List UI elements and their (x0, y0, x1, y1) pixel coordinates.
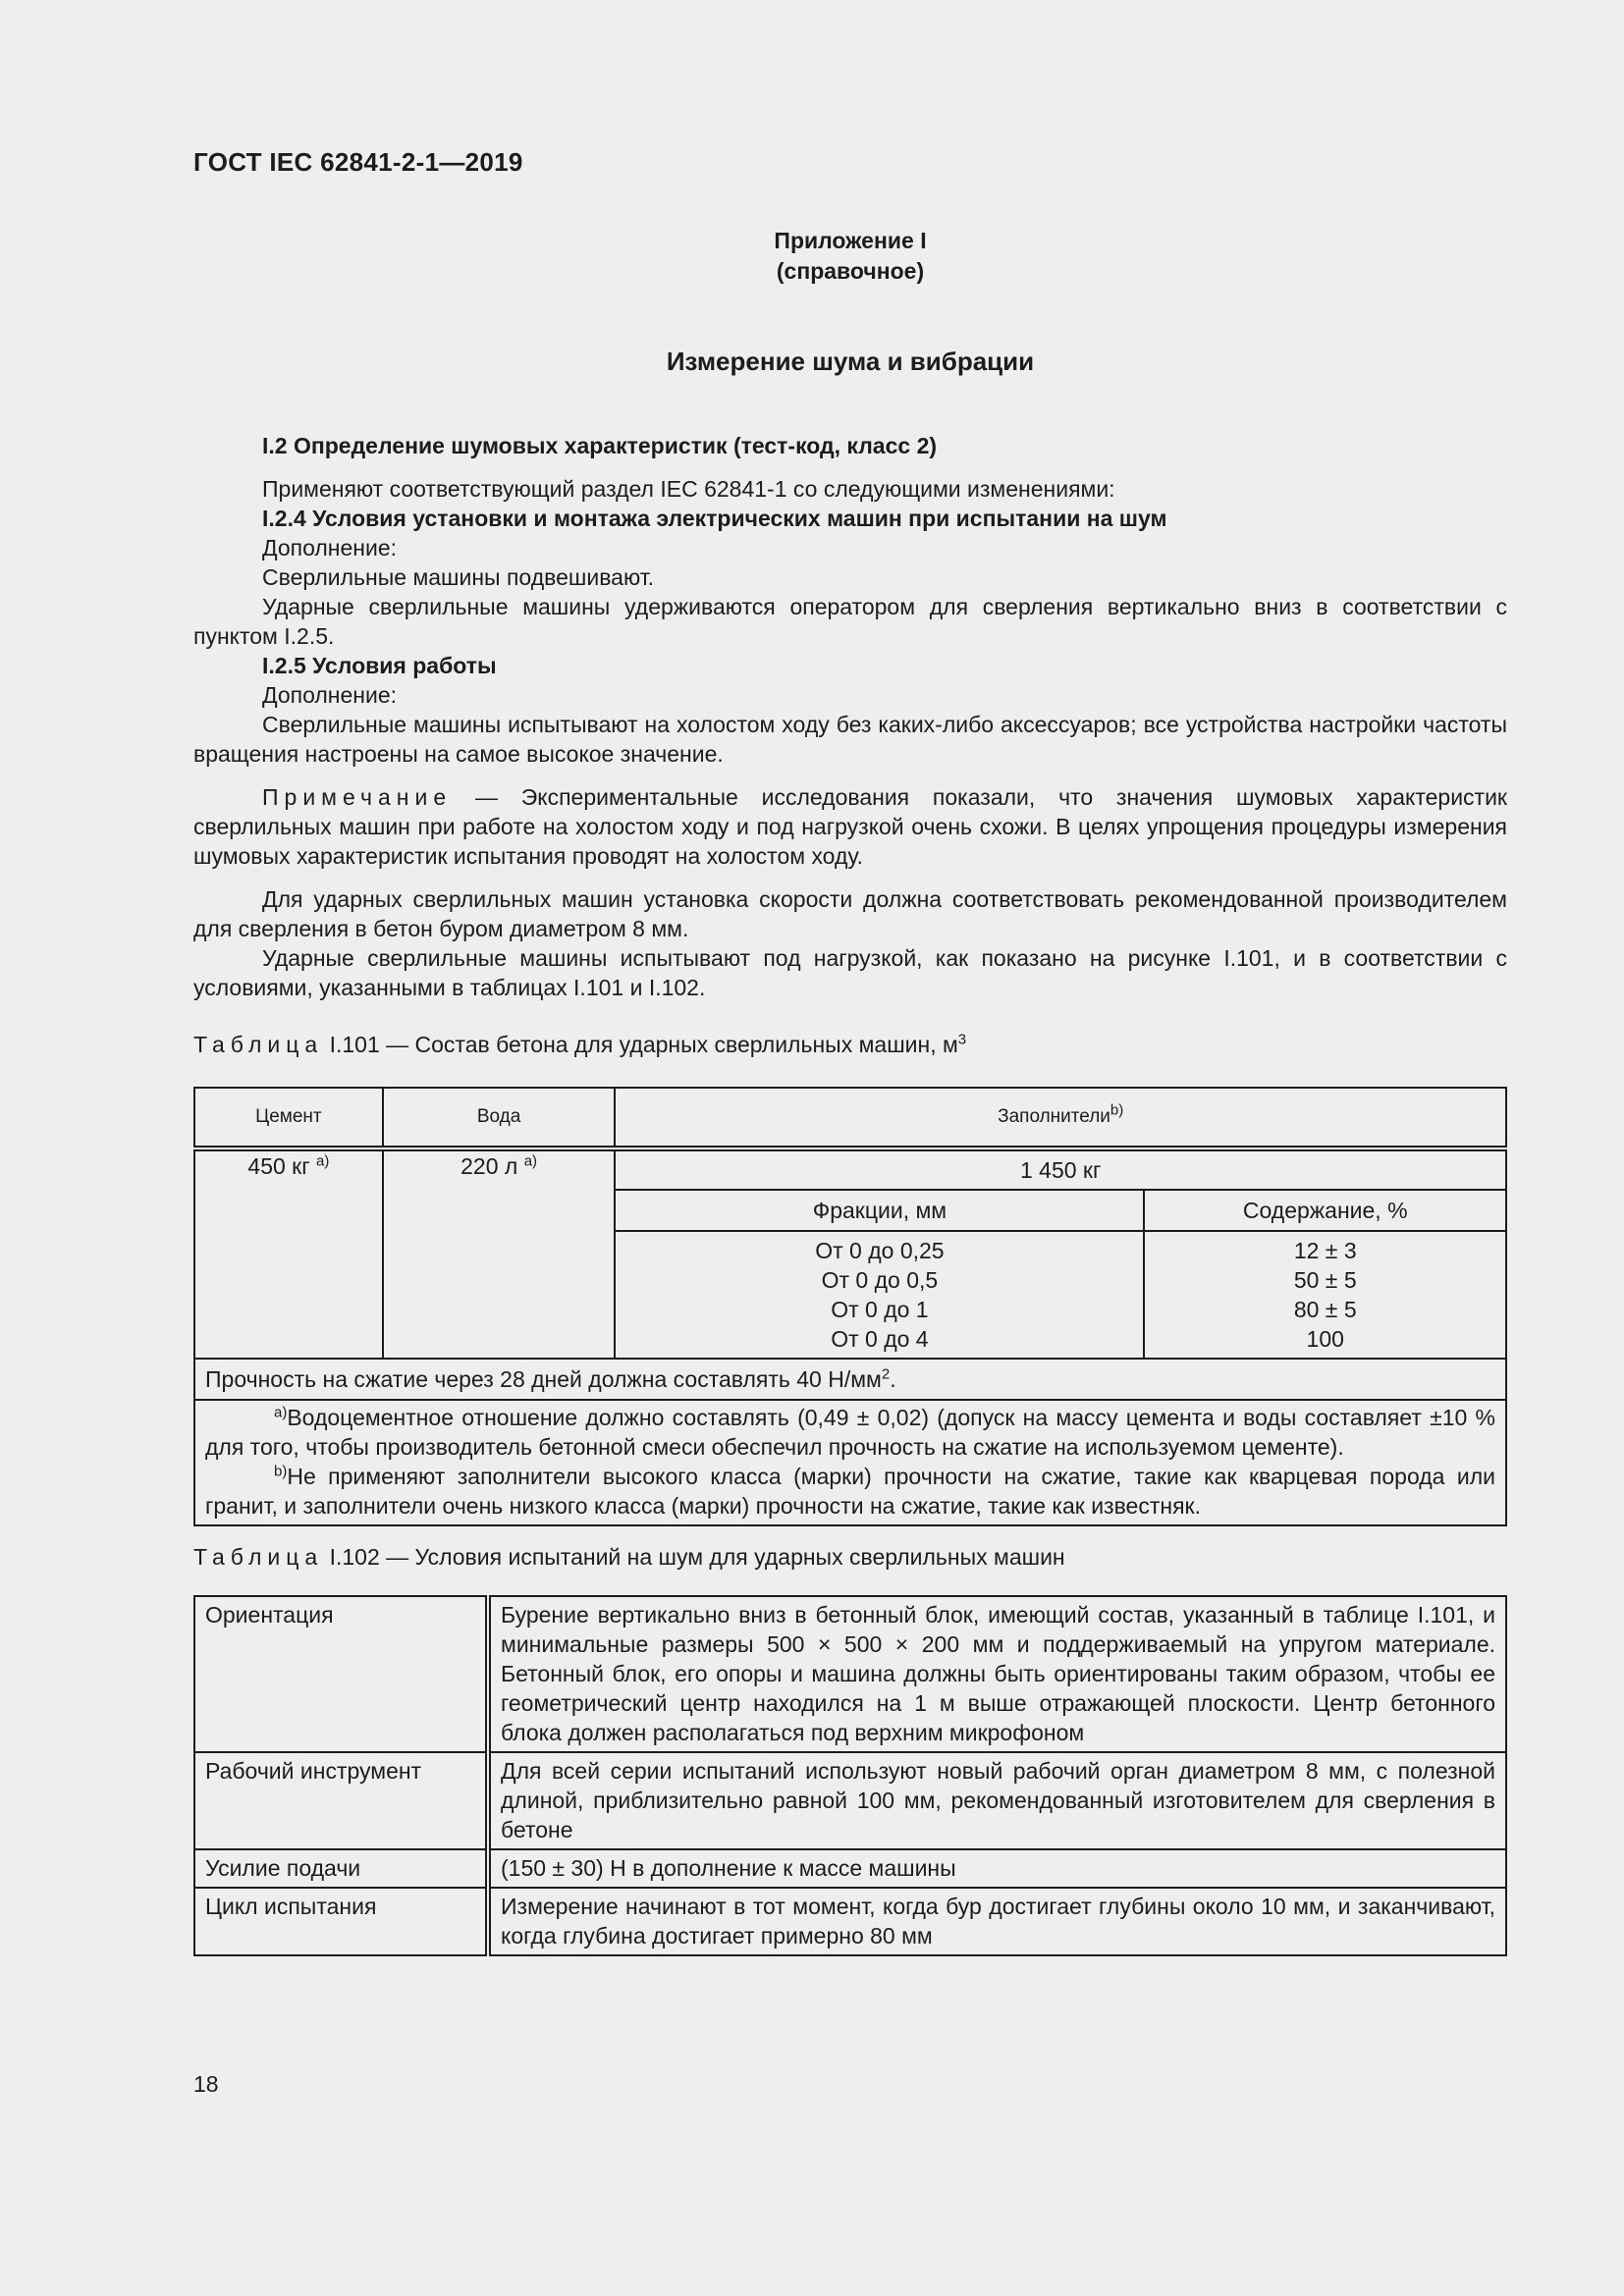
section-title: Измерение шума и вибрации (666, 347, 1035, 376)
note-label: Примечание (262, 784, 453, 810)
standard-header: ГОСТ IEC 62841-2-1—2019 (193, 147, 523, 177)
table1-caption-sup: 3 (957, 1031, 967, 1048)
note-paragraph (193, 782, 1507, 871)
header-water: Вода (383, 1088, 616, 1148)
fractions-cell (615, 1231, 1144, 1359)
paragraph-speed: Для ударных сверлильных машин установка скорости должна соответствовать рекомендованной производителем для сверления в бетон буром диаметром 8 мм. (193, 886, 1507, 941)
addition-label: Дополнение: (262, 682, 398, 708)
table2-row (194, 1752, 1506, 1849)
table1-data-row (194, 1148, 1506, 1190)
condition-label: Цикл испытания (194, 1888, 488, 1955)
table1-caption-text: I.101 — Состав бетона для ударных сверлильных машин, м (323, 1032, 958, 1057)
subheader-fraction: Фракции, мм (615, 1190, 1144, 1231)
cement-value: 450 кг $^{a)}$ (194, 1148, 383, 1359)
header-fillers: Заполнители$^{b)}$ (615, 1088, 1506, 1148)
fraction-item: От 0 до 0,5 (821, 1267, 939, 1293)
paragraph-load: Ударные сверлильные машины испытывают под нагрузкой, как показано на рисунке I.101, и в соответствии с условиями, указанными в таблицах I.101 и I.102. (193, 945, 1507, 1000)
condition-label: Ориентация (194, 1596, 488, 1752)
table2-caption-label: Таблица (193, 1544, 324, 1570)
table1-footnotes (194, 1400, 1506, 1525)
page-content (193, 226, 1507, 1956)
subheader-content: Содержание, % (1144, 1190, 1506, 1231)
paragraph-hold: Ударные сверлильные машины удерживаются оператором для сверления вертикально вниз в соответствии с пунктом I.2.5. (193, 594, 1507, 649)
water-value: 220 л $^{a)}$ (383, 1148, 616, 1359)
fraction-item: От 0 до 0,25 (815, 1238, 945, 1263)
table2-caption (193, 1542, 1507, 1572)
table1-caption-label: Таблица (193, 1032, 324, 1057)
table1-caption (193, 1030, 1507, 1059)
addition-label: Дополнение: (262, 535, 398, 561)
paragraph-idle: Сверлильные машины испытывают на холостом ходу без каких-либо аксессуаров; все устройства настройки частоты вращения настроены на самое высокое значение. (193, 712, 1507, 767)
annex-title: Приложение I (774, 228, 927, 253)
fraction-item: От 0 до 1 (831, 1297, 929, 1322)
table2-row (194, 1596, 1506, 1752)
note-text: — Экспериментальные исследования показали, что значения шумовых характеристик сверлильных машин при работе на холостом ходу и под нагрузкой очень схожи. В целях упрощения процедуры измерения шумовых характеристик испытания проводят на холостом ходу. (193, 784, 1507, 869)
content-item: 100 (1306, 1326, 1344, 1352)
clause-heading-i2: I.2 Определение шумовых характеристик (тест-код, класс 2) (262, 433, 938, 458)
condition-text: Для всей серии испытаний используют новый рабочий орган диаметром 8 мм, с полезной длиной, приблизительно равной 100 мм, рекомендованный изготовителем для сверления в бетоне (488, 1752, 1506, 1849)
concrete-composition-table (193, 1087, 1507, 1526)
header-cement: Цемент (194, 1088, 383, 1148)
annex-heading (193, 226, 1507, 287)
fraction-item: От 0 до 4 (831, 1326, 929, 1352)
clause-heading-i25: I.2.5 Условия работы (262, 653, 497, 678)
annex-subtitle: (справочное) (776, 258, 925, 284)
table2-caption-text: I.102 — Условия испытаний на шум для ударных сверлильных машин (323, 1544, 1065, 1570)
content-item: 50 ± 5 (1293, 1267, 1357, 1293)
table1-footnotes-row (194, 1400, 1506, 1525)
contents-cell (1144, 1231, 1506, 1359)
strength-note: Прочность на сжатие через 28 дней должна составлять 40 $Н/мм^2$. (194, 1359, 1506, 1400)
page-number: 18 (193, 2071, 219, 2097)
content-item: 12 ± 3 (1293, 1238, 1357, 1263)
table2-row (194, 1888, 1506, 1955)
noise-test-conditions-table (193, 1595, 1507, 1956)
condition-label: Рабочий инструмент (194, 1752, 488, 1849)
content-item: 80 ± 5 (1293, 1297, 1357, 1322)
condition-label: Усилие подачи (194, 1849, 488, 1888)
table1-header-row (194, 1088, 1506, 1148)
footnote-b: $^{b)}$Не применяют заполнители высокого класса (марки) прочности на сжатие, такие как кварцевая порода или гранит, и заполнители очень низкого класса (марки) прочности на сжатие, такие как известняк. (205, 1463, 1495, 1519)
condition-text: (150 ± 30) Н в дополнение к массе машины (488, 1849, 1506, 1888)
paragraph-apply: Применяют соответствующий раздел IEC 62841-1 со следующими изменениями: (262, 476, 1115, 502)
paragraph-suspend: Сверлильные машины подвешивают. (262, 564, 655, 590)
condition-text: Бурение вертикально вниз в бетонный блок, имеющий состав, указанный в таблице I.101, и минимальные размеры 500 × 500 × 200 мм и поддерживаемый на упругом материале. Бетонный блок, его опоры и машина должны быть ориентированы таким образом, чтобы ее геометрический центр находился на 1 м выше отражающей плоскости. Центр бетонного блока должен располагаться под верхним микрофоном (488, 1596, 1506, 1752)
fillers-total: 1 450 кг (615, 1148, 1506, 1190)
clause-heading-i24: I.2.4 Условия установки и монтажа электрических машин при испытании на шум (262, 506, 1167, 531)
table2-row (194, 1849, 1506, 1888)
footnote-a: $^{a)}$Водоцементное отношение должно составлять (0,49 ± 0,02) (допуск на массу цемента и воды составляет ±10 % для того, чтобы производитель бетонной смеси обеспечил прочность на сжатие на используемом цементе). (205, 1404, 1495, 1460)
condition-text: Измерение начинают в тот момент, когда бур достигает глубины около 10 мм, и заканчивают, когда глубина достигает примерно 80 мм (488, 1888, 1506, 1955)
table1-strength-row (194, 1359, 1506, 1400)
